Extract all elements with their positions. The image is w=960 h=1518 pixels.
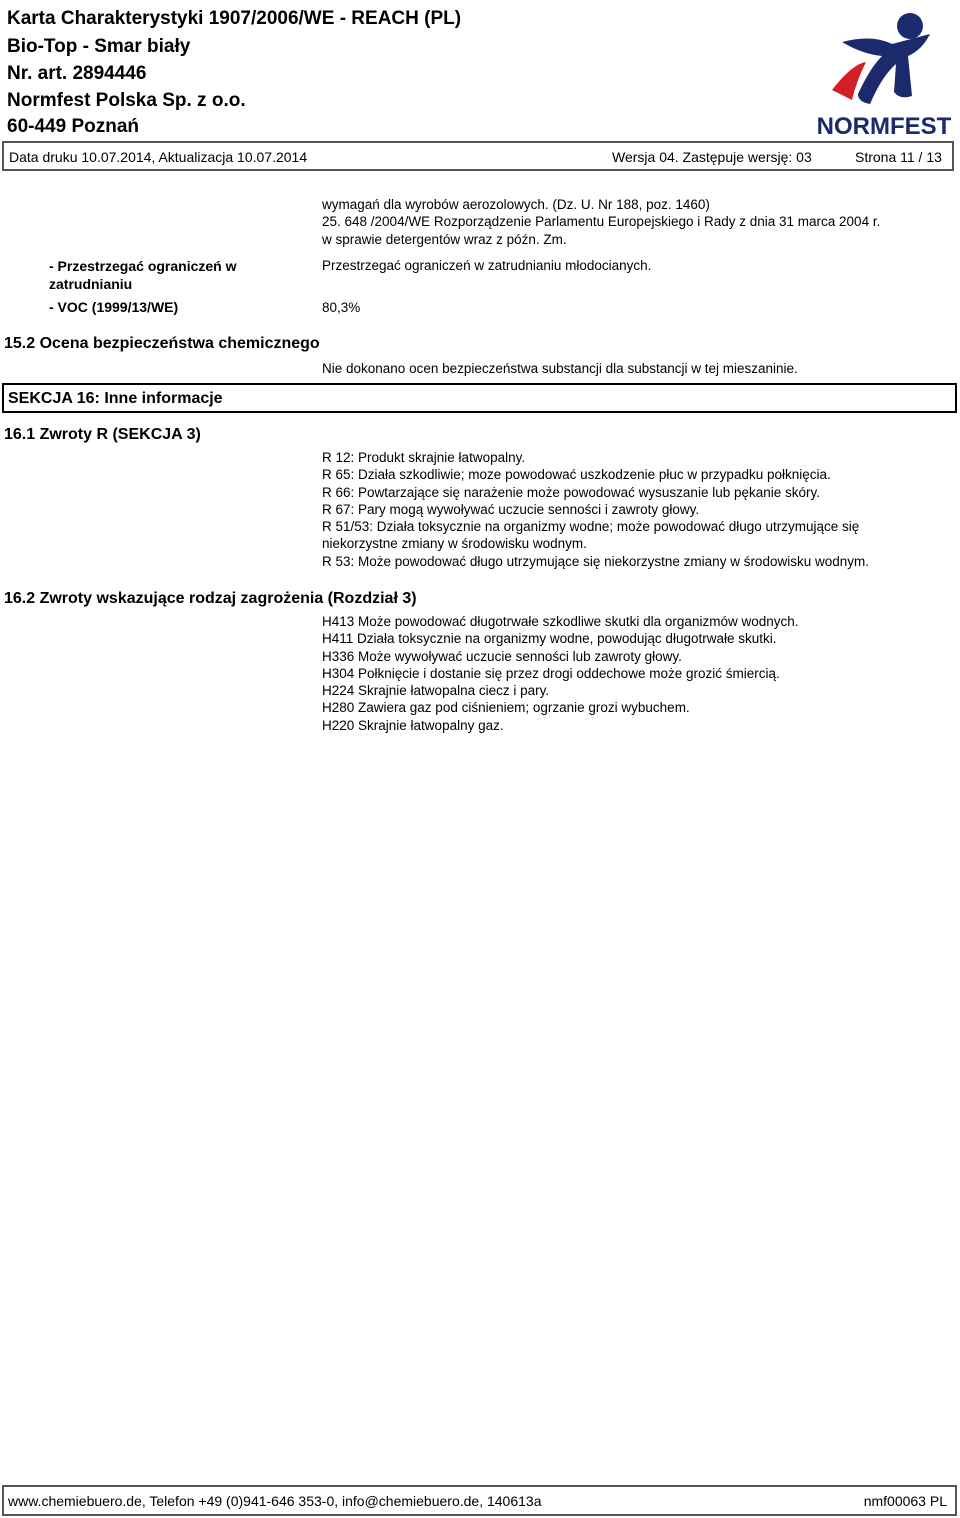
company-address: 60-449 Poznań — [7, 116, 139, 137]
h-phrase: H220 Skrajnie łatwopalny gaz. — [322, 717, 504, 733]
version-info: Wersja 04. Zastępuje wersję: 03 — [612, 149, 812, 165]
document-title: Karta Charakterystyki 1907/2006/WE - REACH (PL) — [7, 8, 462, 29]
employment-label-line2: zatrudnianiu — [49, 276, 133, 292]
voc-value: 80,3% — [322, 300, 361, 315]
product-name: Bio-Top - Smar biały — [7, 36, 191, 57]
r-phrase: niekorzystne zmiany w środowisku wodnym. — [322, 536, 587, 552]
r-phrase: R 65: Działa szkodliwie; moze powodować uszkodzenie płuc w przypadku połknięcia. — [322, 467, 831, 483]
regulations-continued — [322, 196, 880, 248]
section-15-2-text: Nie dokonano ocen bezpieczeństwa substancji dla substancji w tej mieszaninie. — [322, 361, 798, 376]
h-phrase: H280 Zawiera gaz pod ciśnieniem; ogrzanie grozi wybuchem. — [322, 700, 690, 716]
regulation-line: wymagań dla wyrobów aerozolowych. (Dz. U. Nr 188, poz. 1460) — [322, 197, 710, 212]
normfest-logo-icon — [812, 4, 956, 140]
print-date: Data druku 10.07.2014, Aktualizacja 10.07.2014 — [9, 149, 308, 165]
page-number: Strona 11 / 13 — [855, 149, 942, 165]
section-15-2-heading: 15.2 Ocena bezpieczeństwa chemicznego — [4, 335, 320, 352]
r-phrase: R 66: Powtarzające się narażenie może powodować wysuszanie lub pękanie skóry. — [322, 484, 821, 500]
section-16-title: SEKCJA 16: Inne informacje — [8, 390, 223, 407]
employment-label-line1: - Przestrzegać ograniczeń w — [49, 258, 237, 274]
voc-label: - VOC (1999/13/WE) — [49, 299, 179, 315]
r-phrases-list — [322, 449, 869, 570]
regulation-line: w sprawie detergentów wraz z późn. Zm. — [322, 231, 567, 247]
company-name: Normfest Polska Sp. z o.o. — [7, 90, 246, 111]
section-16-1-heading: 16.1 Zwroty R (SEKCJA 3) — [4, 426, 201, 443]
article-number: Nr. art. 2894446 — [7, 63, 147, 84]
r-phrase: R 51/53: Działa toksycznie na organizmy wodne; może powodować długo utrzymujące się — [322, 519, 860, 535]
footer-doc-code: nmf00063 PL — [863, 1493, 947, 1509]
h-phrase: H224 Skrajnie łatwopalna ciecz i pary. — [322, 683, 550, 699]
r-phrase: R 53: Może powodować długo utrzymujące się niekorzystne zmiany w środowisku wodnym. — [322, 553, 869, 569]
regulation-line: 25. 648 /2004/WE Rozporządzenie Parlamentu Europejskiego i Rady z dnia 31 marca 2004 r. — [322, 214, 881, 230]
section-16-2-heading: 16.2 Zwroty wskazujące rodzaj zagrożenia (Rozdział 3) — [4, 590, 417, 607]
employment-value: Przestrzegać ograniczeń w zatrudnianiu młodocianych. — [322, 258, 652, 273]
section-16-title-box — [2, 383, 957, 413]
footer-bar — [2, 1485, 957, 1516]
h-phrases-list — [322, 613, 799, 734]
r-phrase: R 12: Produkt skrajnie łatwopalny. — [322, 450, 526, 465]
h-phrase: H411 Działa toksycznie na organizmy wodne, powodując długotrwałe skutki. — [322, 631, 777, 647]
header-info-bar — [2, 141, 954, 171]
h-phrase: H336 Może wywoływać uczucie senności lub zawroty głowy. — [322, 648, 682, 664]
h-phrase: H413 Może powodować długotrwałe szkodliwe skutki dla organizmów wodnych. — [322, 614, 799, 629]
r-phrase: R 67: Pary mogą wywoływać uczucie senności i zawroty głowy. — [322, 501, 700, 517]
footer-contact: www.chemiebuero.de, Telefon +49 (0)941-646 353-0, info@chemiebuero.de, 140613a — [8, 1493, 542, 1509]
logo-text: NORMFEST — [816, 113, 952, 140]
h-phrase: H304 Połknięcie i dostanie się przez drogi oddechowe może grozić śmiercią. — [322, 665, 780, 681]
normfest-logo — [812, 4, 956, 140]
